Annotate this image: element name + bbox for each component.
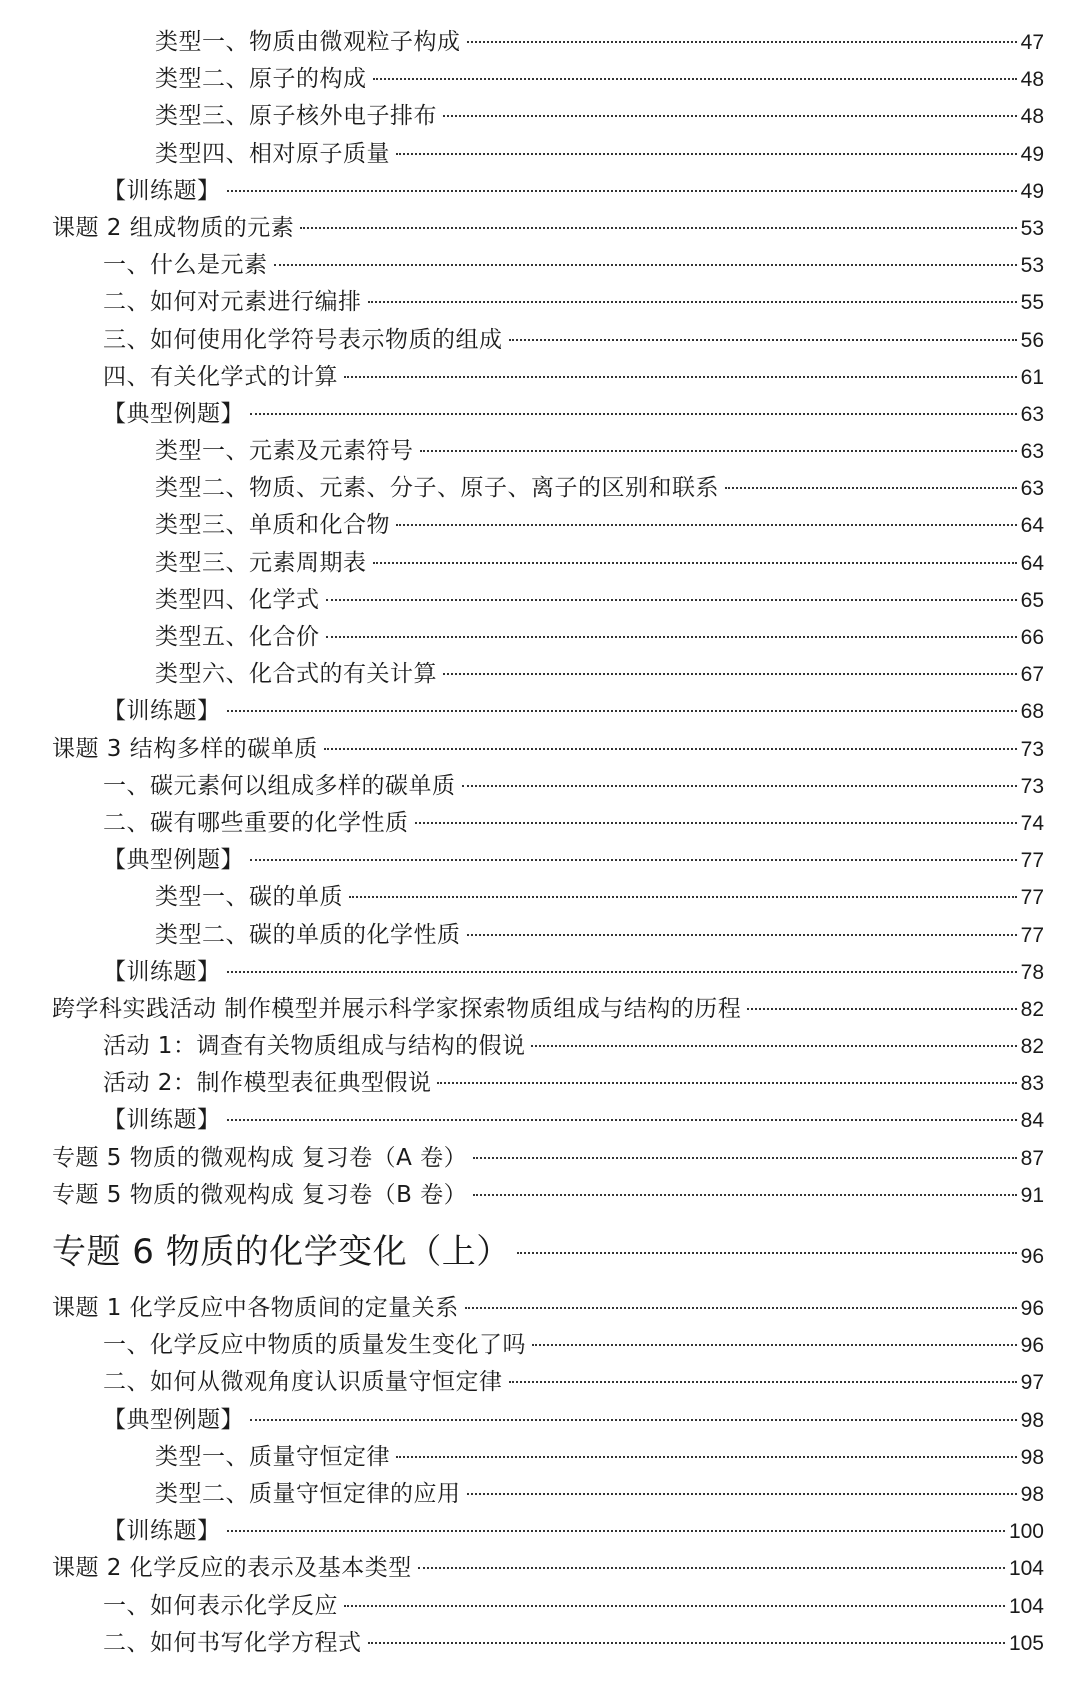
dot-leader bbox=[467, 1493, 1017, 1495]
toc-entry[interactable] bbox=[0, 1140, 1080, 1177]
toc-entry-title: 一、如何表示化学反应 bbox=[103, 1592, 338, 1619]
toc-entry[interactable] bbox=[0, 619, 1080, 656]
toc-entry[interactable] bbox=[0, 98, 1080, 135]
dot-leader bbox=[473, 1194, 1016, 1196]
toc-page-number: 47 bbox=[1020, 31, 1044, 54]
toc-page-number: 48 bbox=[1020, 105, 1044, 129]
toc-entry[interactable] bbox=[0, 545, 1080, 582]
toc-page-number: 91 bbox=[1020, 1183, 1044, 1207]
toc-page-number: 83 bbox=[1020, 1072, 1044, 1096]
dot-leader bbox=[344, 376, 1017, 378]
toc-entry[interactable] bbox=[0, 1439, 1080, 1476]
dot-leader bbox=[373, 562, 1017, 564]
toc-entry-title: 二、如何从微观角度认识质量守恒定律 bbox=[103, 1369, 503, 1396]
dot-leader bbox=[443, 115, 1017, 117]
toc-entry-title: 类型一、碳的单质 bbox=[155, 884, 343, 911]
toc-entry[interactable] bbox=[0, 1065, 1080, 1102]
toc-entry-title: 类型六、化合式的有关计算 bbox=[155, 661, 437, 688]
dot-leader bbox=[517, 1252, 1017, 1254]
toc-entry-title: 【典型例题】 bbox=[103, 847, 244, 874]
toc-entry-title: 课题 1 化学反应中各物质间的定量关系 bbox=[52, 1295, 459, 1321]
toc-entry-title: 课题 3 结构多样的碳单质 bbox=[52, 735, 318, 762]
toc-entry-title: 专题 6 物质的化学变化（上） bbox=[52, 1232, 511, 1272]
dot-leader bbox=[509, 339, 1017, 341]
toc-entry[interactable] bbox=[0, 1513, 1080, 1550]
toc-entry-title: 【训练题】 bbox=[103, 1518, 221, 1545]
toc-page-number: 78 bbox=[1020, 960, 1044, 984]
toc-entry[interactable] bbox=[0, 842, 1080, 879]
toc-entry[interactable] bbox=[0, 507, 1080, 544]
toc-entry[interactable] bbox=[0, 1625, 1080, 1662]
toc-entry[interactable] bbox=[0, 768, 1080, 805]
toc-entry-title: 类型一、物质由微观粒子构成 bbox=[155, 29, 461, 55]
toc-entry[interactable] bbox=[0, 470, 1080, 507]
toc-page-number: 53 bbox=[1020, 254, 1044, 278]
toc-entry[interactable] bbox=[0, 247, 1080, 284]
toc-page-number: 77 bbox=[1020, 886, 1044, 910]
toc-page-number: 48 bbox=[1020, 68, 1044, 92]
dot-leader bbox=[227, 1530, 1005, 1532]
toc-page-number: 73 bbox=[1020, 737, 1044, 761]
toc-page-number: 82 bbox=[1020, 1035, 1044, 1059]
toc-entry[interactable] bbox=[0, 1290, 1080, 1327]
dot-leader bbox=[227, 971, 1017, 973]
dot-leader bbox=[300, 227, 1016, 229]
dot-leader bbox=[396, 524, 1017, 526]
toc-entry-title: 活动 2：制作模型表征典型假说 bbox=[103, 1070, 432, 1097]
toc-entry[interactable] bbox=[0, 805, 1080, 842]
toc-entry[interactable] bbox=[0, 1476, 1080, 1513]
toc-page-number: 63 bbox=[1020, 477, 1044, 501]
toc-entry-title: 课题 2 组成物质的元素 bbox=[52, 214, 295, 241]
dot-leader bbox=[437, 1082, 1016, 1084]
toc-page-number: 100 bbox=[1008, 1520, 1044, 1544]
dot-leader bbox=[747, 1008, 1016, 1010]
toc-page-number: 77 bbox=[1020, 923, 1044, 947]
toc-entry-title: 【训练题】 bbox=[103, 958, 221, 985]
toc-entry[interactable] bbox=[0, 1364, 1080, 1401]
toc-page-number: 96 bbox=[1020, 1334, 1044, 1358]
toc-page-number: 82 bbox=[1020, 997, 1044, 1021]
toc-entry-title: 活动 1：调查有关物质组成与结构的假说 bbox=[103, 1033, 526, 1060]
toc-page-number: 63 bbox=[1020, 440, 1044, 464]
toc-entry-title: 类型二、原子的构成 bbox=[155, 66, 367, 93]
dot-leader bbox=[324, 748, 1017, 750]
dot-leader bbox=[531, 1045, 1016, 1047]
toc-page-number: 65 bbox=[1020, 588, 1044, 612]
toc-entry[interactable] bbox=[0, 1550, 1080, 1587]
toc-page-number: 64 bbox=[1020, 551, 1044, 575]
toc-page-number: 104 bbox=[1008, 1594, 1044, 1618]
dot-leader bbox=[250, 413, 1017, 415]
toc-entry[interactable] bbox=[0, 284, 1080, 321]
dot-leader bbox=[443, 673, 1017, 675]
toc-entry-title: 类型三、元素周期表 bbox=[155, 549, 367, 576]
toc-entry-title: 三、如何使用化学符号表示物质的组成 bbox=[103, 326, 503, 353]
toc-entry[interactable] bbox=[0, 1327, 1080, 1364]
dot-leader bbox=[509, 1381, 1017, 1383]
toc-entry[interactable] bbox=[0, 61, 1080, 98]
dot-leader bbox=[465, 1307, 1017, 1309]
toc-entry-title: 跨学科实践活动 制作模型并展示科学家探索物质组成与结构的历程 bbox=[52, 995, 742, 1022]
toc-entry-title: 类型三、单质和化合物 bbox=[155, 512, 390, 539]
toc-entry[interactable] bbox=[0, 991, 1080, 1028]
dot-leader bbox=[227, 190, 1017, 192]
toc-entry-title: 类型四、相对原子质量 bbox=[155, 140, 390, 167]
toc-entry-title: 一、什么是元素 bbox=[103, 252, 268, 279]
toc-entry[interactable] bbox=[0, 322, 1080, 359]
toc-entry-title: 类型五、化合价 bbox=[155, 624, 320, 650]
toc-entry-title: 类型二、碳的单质的化学性质 bbox=[155, 921, 461, 948]
toc-page-number: 87 bbox=[1020, 1146, 1044, 1170]
dot-leader bbox=[373, 78, 1017, 80]
toc-page-number: 68 bbox=[1020, 700, 1044, 724]
toc-entry[interactable] bbox=[0, 396, 1080, 433]
toc-entry[interactable] bbox=[0, 1177, 1080, 1214]
toc-page-number: 61 bbox=[1020, 365, 1044, 389]
toc-page-number: 49 bbox=[1020, 179, 1044, 203]
toc-entry-title: 【训练题】 bbox=[103, 698, 221, 725]
toc-entry-title: 一、化学反应中物质的质量发生变化了吗 bbox=[103, 1332, 526, 1359]
toc-page-number: 105 bbox=[1008, 1631, 1044, 1655]
dot-leader bbox=[227, 1119, 1017, 1121]
toc-entry[interactable] bbox=[0, 917, 1080, 954]
dot-leader bbox=[368, 301, 1017, 303]
toc-entry[interactable] bbox=[0, 879, 1080, 916]
toc-page-number: 77 bbox=[1020, 849, 1044, 873]
toc-page-number: 98 bbox=[1020, 1482, 1044, 1506]
toc-entry[interactable] bbox=[0, 582, 1080, 619]
toc-entry-title: 【典型例题】 bbox=[103, 1406, 244, 1433]
toc-entry-title: 专题 5 物质的微观构成 复习卷（A 卷） bbox=[52, 1144, 468, 1171]
toc-entry[interactable] bbox=[0, 136, 1080, 173]
toc-entry-title: 类型二、物质、元素、分子、原子、离子的区别和联系 bbox=[155, 475, 719, 502]
dot-leader bbox=[473, 1157, 1017, 1159]
toc-page-number: 55 bbox=[1020, 291, 1044, 315]
dot-leader bbox=[418, 1567, 1005, 1569]
toc-page-number: 53 bbox=[1020, 216, 1044, 240]
toc-page-number: 56 bbox=[1020, 328, 1044, 352]
toc-entry[interactable] bbox=[0, 210, 1080, 247]
toc-entry-title: 类型一、元素及元素符号 bbox=[155, 438, 414, 465]
dot-leader bbox=[396, 1456, 1017, 1458]
dot-leader bbox=[462, 785, 1017, 787]
toc-page-number: 84 bbox=[1020, 1109, 1044, 1133]
toc-entry[interactable] bbox=[0, 24, 1080, 61]
toc-entry-title: 类型三、原子核外电子排布 bbox=[155, 103, 437, 130]
toc-entry[interactable] bbox=[0, 731, 1080, 768]
dot-leader bbox=[467, 934, 1017, 936]
toc-entry-title: 类型一、质量守恒定律 bbox=[155, 1443, 390, 1470]
dot-leader bbox=[467, 41, 1017, 43]
dot-leader bbox=[227, 710, 1017, 712]
toc-entry-title: 【训练题】 bbox=[103, 1107, 221, 1134]
toc-page-number: 74 bbox=[1020, 811, 1044, 835]
toc-entry[interactable] bbox=[0, 1028, 1080, 1065]
toc-page-number: 97 bbox=[1020, 1371, 1044, 1395]
toc-page-number: 64 bbox=[1020, 514, 1044, 538]
toc-page-number: 96 bbox=[1020, 1297, 1044, 1320]
toc-page-number: 98 bbox=[1020, 1408, 1044, 1432]
toc-section-heading[interactable] bbox=[0, 1218, 1080, 1286]
toc-entry-title: 一、碳元素何以组成多样的碳单质 bbox=[103, 772, 456, 799]
dot-leader bbox=[250, 1419, 1017, 1421]
dot-leader bbox=[420, 450, 1017, 452]
dot-leader bbox=[396, 153, 1017, 155]
dot-leader bbox=[326, 599, 1017, 601]
toc-page-number: 49 bbox=[1020, 142, 1044, 166]
toc-page-number: 104 bbox=[1008, 1557, 1044, 1581]
table-of-contents bbox=[0, 24, 1080, 1662]
toc-entry-title: 四、有关化学式的计算 bbox=[103, 363, 338, 390]
dot-leader bbox=[250, 859, 1017, 861]
toc-page-number: 66 bbox=[1020, 626, 1044, 649]
toc-entry-title: 专题 5 物质的微观构成 复习卷（B 卷） bbox=[52, 1181, 468, 1208]
dot-leader bbox=[415, 822, 1017, 824]
toc-page-number: 67 bbox=[1020, 663, 1044, 687]
toc-entry[interactable] bbox=[0, 1588, 1080, 1625]
dot-leader bbox=[349, 896, 1017, 898]
toc-entry-title: 课题 2 化学反应的表示及基本类型 bbox=[52, 1555, 412, 1582]
dot-leader bbox=[368, 1642, 1005, 1644]
toc-entry[interactable] bbox=[0, 1402, 1080, 1439]
dot-leader bbox=[274, 264, 1017, 266]
toc-entry-title: 二、如何对元素进行编排 bbox=[103, 289, 362, 316]
toc-entry-title: 二、碳有哪些重要的化学性质 bbox=[103, 809, 409, 836]
toc-page-number: 63 bbox=[1020, 402, 1044, 426]
toc-page-number: 73 bbox=[1020, 774, 1044, 798]
toc-entry[interactable] bbox=[0, 693, 1080, 730]
dot-leader bbox=[725, 487, 1017, 489]
toc-entry-title: 类型四、化学式 bbox=[155, 586, 320, 613]
toc-entry[interactable] bbox=[0, 359, 1080, 396]
toc-entry-title: 【典型例题】 bbox=[103, 400, 244, 427]
toc-entry[interactable] bbox=[0, 173, 1080, 210]
toc-entry[interactable] bbox=[0, 656, 1080, 693]
toc-page-number: 98 bbox=[1020, 1445, 1044, 1469]
toc-entry-title: 二、如何书写化学方程式 bbox=[103, 1629, 362, 1656]
dot-leader bbox=[326, 636, 1017, 638]
dot-leader bbox=[532, 1344, 1017, 1346]
toc-entry[interactable] bbox=[0, 954, 1080, 991]
toc-entry-title: 【训练题】 bbox=[103, 177, 221, 204]
toc-entry[interactable] bbox=[0, 1102, 1080, 1139]
toc-entry[interactable] bbox=[0, 433, 1080, 470]
dot-leader bbox=[344, 1605, 1005, 1607]
toc-entry-title: 类型二、质量守恒定律的应用 bbox=[155, 1480, 461, 1507]
toc-page-number: 96 bbox=[1020, 1245, 1044, 1268]
